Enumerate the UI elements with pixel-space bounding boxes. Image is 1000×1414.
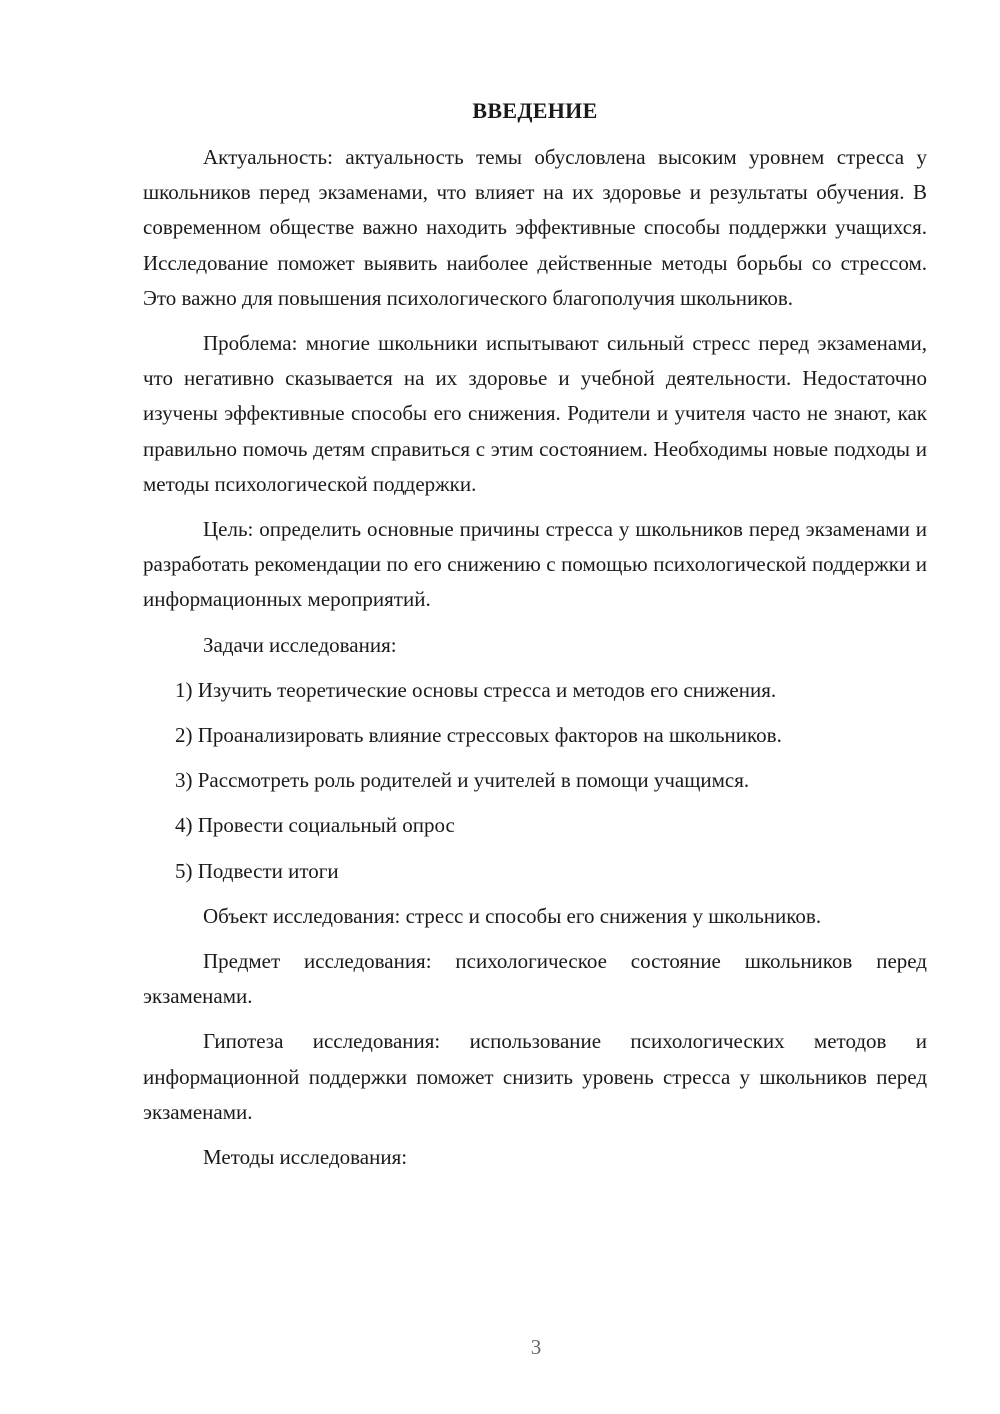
- paragraph-object: Объект исследования: стресс и способы его снижения у школьников.: [203, 903, 822, 928]
- paragraph-relevance: Актуальность: актуальность темы обусловлена высоким уровнем стресса у школьников перед экзаменами, что влияет на их здоровье и результаты обучения. В современном обществе важно находить эффективные способы поддержки учащихся. Исследование поможет выявить наиболее действенные методы борьбы со стрессом. Это важно для повышения психологического благополучия школьников.: [143, 145, 927, 310]
- tasks-list: [143, 673, 927, 889]
- paragraph-goal: Цель: определить основные причины стресса у школьников перед экзаменами и разработать рекомендации по его снижению с помощью психологической поддержки и информационных мероприятий.: [143, 517, 927, 612]
- tasks-heading: Задачи исследования:: [203, 632, 397, 657]
- task-item-3: 3) Рассмотреть роль родителей и учителей в помощи учащимся.: [175, 768, 750, 793]
- paragraph-hypothesis: Гипотеза исследования: использование психологических методов и информационной поддержки поможет снизить уровень стресса у школьников перед экзаменами.: [143, 1029, 927, 1124]
- paragraph-problem: Проблема: многие школьники испытывают сильный стресс перед экзаменами, что негативно сказывается на их здоровье и учебной деятельности. Недостаточно изучены эффективные способы его снижения. Родители и учителя часто не знают, как правильно помочь детям справиться с этим состоянием. Необходимы новые подходы и методы психологической поддержки.: [143, 331, 927, 496]
- paragraph-subject: Предмет исследования: психологическое состояние школьников перед экзаменами.: [143, 949, 927, 1009]
- task-item-5: 5) Подвести итоги: [175, 858, 339, 883]
- task-item-4: 4) Провести социальный опрос: [175, 813, 455, 838]
- task-item-1: 1) Изучить теоретические основы стресса и методов его снижения.: [175, 677, 777, 702]
- document-title: ВВЕДЕНИЕ: [472, 98, 598, 123]
- methods-heading: Методы исследования:: [203, 1145, 408, 1170]
- task-item-2: 2) Проанализировать влияние стрессовых факторов на школьников.: [175, 723, 782, 748]
- document-page: [143, 96, 927, 1185]
- page-number: 3: [530, 1335, 542, 1359]
